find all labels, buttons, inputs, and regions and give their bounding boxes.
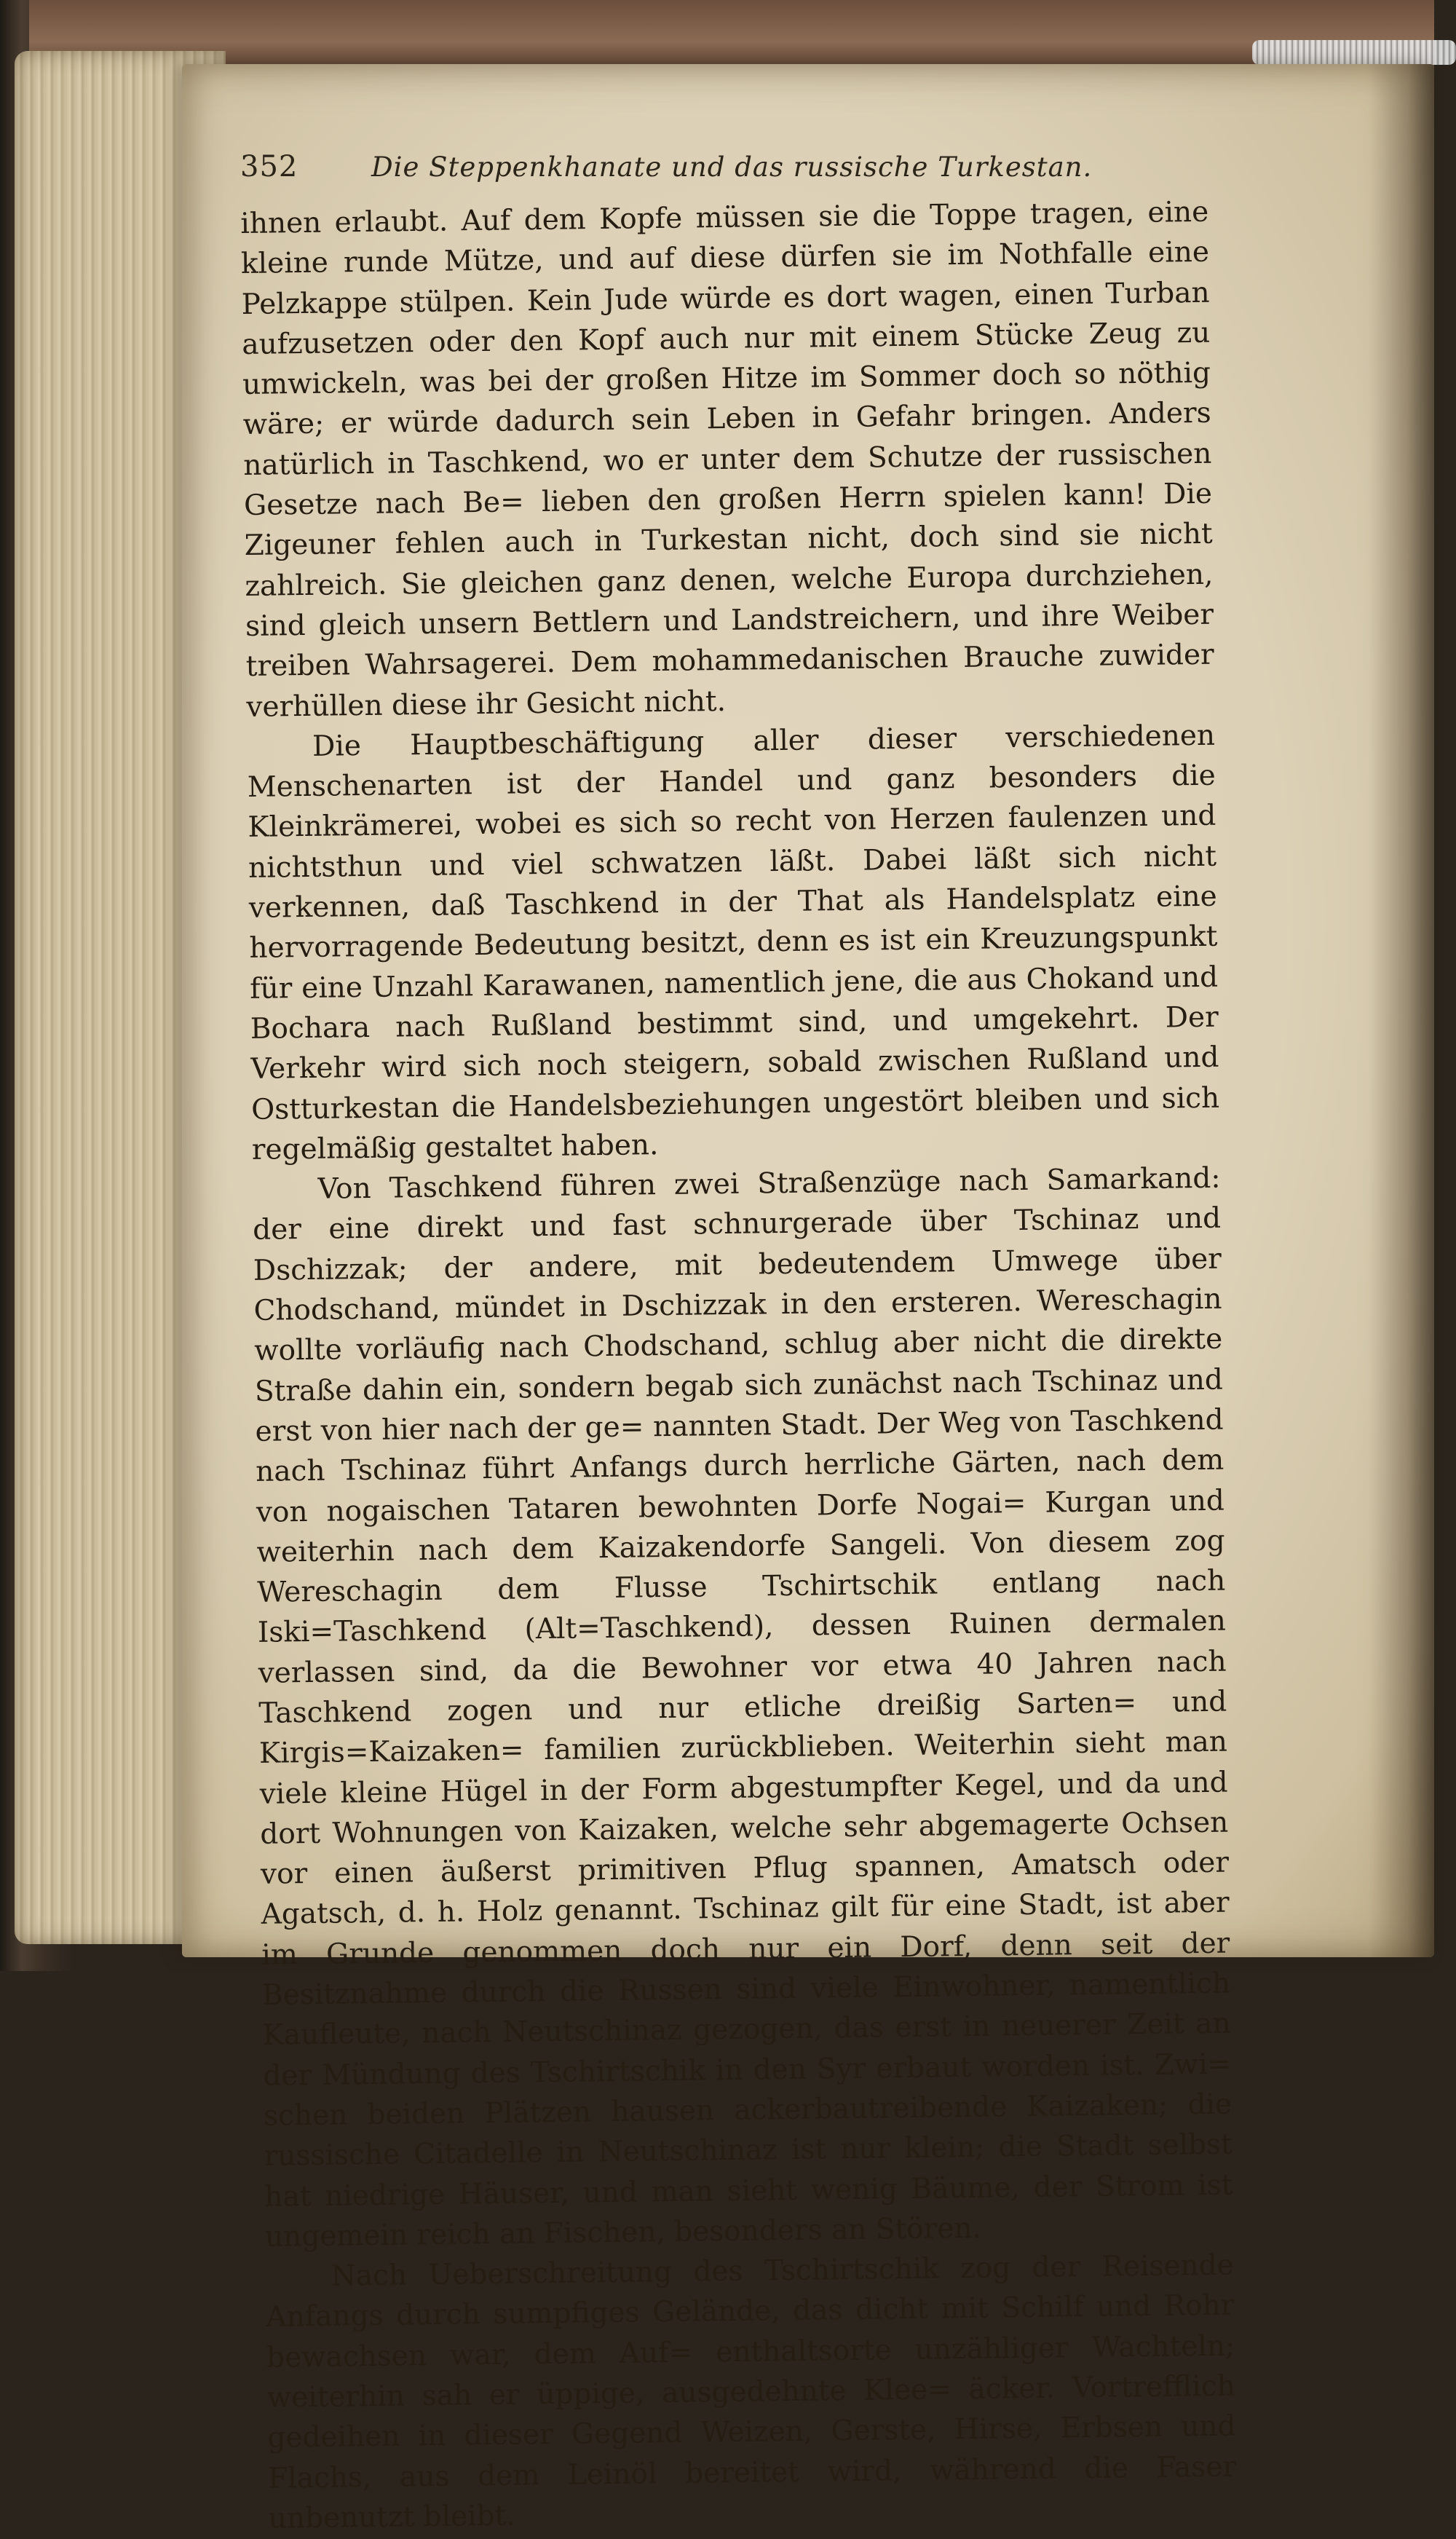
text-line: faulenzen und nichtsthun und viel schwatzen läßt. Dabei läßt sich nicht verkennen, (248, 799, 1217, 925)
text-line: natürlich in Taschkend, wo er unter dem Schutze der russischen Gesetze nach Be= (243, 437, 1212, 523)
text-line: wollte vorläufig nach Chodschand, schlug aber nicht die direkte Straße dahin (253, 1322, 1223, 1408)
paragraph-4 (265, 2246, 1237, 2539)
page-number: 352 (240, 150, 298, 183)
text-line: Umwege über Chodschand, mündet in Dschizzak in den ersteren. Wereschagin (253, 1242, 1222, 1327)
text-line: ein, sondern begab sich zunächst nach Tschinaz und erst von hier nach der ge= (255, 1363, 1224, 1448)
text-line: ihnen erlaubt. Auf dem Kopfe müssen sie die Toppe tragen, eine kleine runde (240, 195, 1209, 281)
text-line: treiben Wahrsagerei. Dem mohammedanischen Brauche zuwider verhüllen diese (245, 638, 1214, 724)
text-line: schen beiden Plätzen hausen ackerbautreibende Kaizaken; die russische Citadelle in (263, 2088, 1233, 2173)
text-line: ihr Gesicht nicht. (475, 684, 727, 721)
text-line: Nach Ueberschreitung des Tschirtschik zog der Reisende Anfangs durch (266, 2248, 1234, 2334)
text-line: nannten Stadt. Der Weg von Taschkend nach Tschinaz führt Anfangs durch (256, 1403, 1224, 1489)
paragraph-2 (247, 716, 1220, 1170)
text-line: und fast schnurgerade über Tschinaz und Dschizzak; der andere, mit bedeutendem (253, 1202, 1222, 1287)
text-line: familien zurückblieben. Weiterhin sieht man viele kleine Hügel in der Form (259, 1725, 1228, 1811)
text-line: Handel und ganz besonders die Kleinkrämerei, wobei es sich so recht von Herzen (248, 759, 1216, 845)
text-line: abgemagerte Ochsen vor einen äußerst primitiven Pflug spannen, Amatsch oder (260, 1806, 1230, 1891)
text-line: Jude würde es dort wagen, einen Turban aufzusetzen oder den Kopf auch nur (242, 276, 1210, 361)
text-line: daß Taschkend in der That als Handelsplatz eine hervorragende Bedeutung (249, 880, 1218, 966)
text-line: Flachs, aus dem Leinöl bereitet wird, während die Faser unbenutzt bleibt. (267, 2450, 1237, 2535)
text-line: äcker. Vortrefflich gedeihen in dieser Gegend Weizen, Gerste, Hirse, Erbsen und (267, 2369, 1236, 2455)
book-cover-edge (29, 0, 1434, 69)
paragraph-3 (252, 1158, 1233, 2257)
text-line: Neutschinaz ist nur klein; die Stadt selbst hat niedrige Häuser, und man sieht (264, 2128, 1233, 2214)
text-line: nach Taschkend zogen und nur etliche dreißig Sarten= und Kirgis=Kaizaken= (258, 1645, 1227, 1771)
text-line: dessen Ruinen dermalen verlassen sind, da die Bewohner vor etwa 40 Jahren (258, 1604, 1227, 1690)
text-line: sumpfiges Gelände, das dicht mit Schilf und Rohr bewachsen war, dem Auf= (266, 2289, 1235, 2374)
text-line: Mütze, und auf diese dürfen sie im Nothfalle eine Pelzkappe stülpen. Kein (241, 236, 1210, 321)
text-line: viele Einwohner, namentlich Kaufleute, nach Neutschinaz gezogen, das erst in (262, 1967, 1231, 2053)
text-line: Wereschagin dem Flusse Tschirtschik entlang nach Iski=Taschkend (Alt=Taschkend), (257, 1564, 1226, 1650)
text-line: besitzt, denn es ist ein Kreuzungspunkt für eine Unzahl Karawanen, namentlich (249, 920, 1218, 1006)
text-line: lieben den großen Herrn spielen kann! Die Zigeuner fehlen auch in Turkestan (244, 477, 1213, 563)
text-line: Die Hauptbeschäftigung aller dieser verschiedenen Menschenarten ist der (247, 719, 1216, 805)
text-line: Der Verkehr wird sich noch steigern, sobald zwischen Rußland und Ostturkestan (250, 1000, 1219, 1126)
text-line: wenig Bäume, der Strom ist ungemein reich an Fischen, besonders an Stören. (264, 2168, 1233, 2254)
paragraph-1 (240, 192, 1215, 727)
text-line: genommen doch nur ein Dorf, denn seit der Besitznahme durch die Russen sind (261, 1927, 1230, 2012)
text-line: neuerer Zeit an der Mündung des Tschirtschik in den Syr erbaut worden ist. Zwi= (263, 2007, 1232, 2093)
text-line: Agatsch, d. h. Holz genannt. Tschinaz gilt für eine Stadt, ist aber im Grunde (261, 1887, 1230, 1972)
text-line: herrliche Gärten, nach dem von nogaischen Tataren bewohnten Dorfe Nogai= (256, 1443, 1224, 1529)
text-line: durchziehen, sind gleich unsern Bettlern und Landstreichern, und ihre Weiber (245, 558, 1214, 643)
text-line: mit einem Stücke Zeug zu umwickeln, was bei der großen Hitze im Sommer (242, 316, 1211, 402)
text-line: Von Taschkend führen zwei Straßenzüge nach Samarkand: der eine direkt (252, 1161, 1221, 1247)
body-text (240, 192, 1237, 2539)
text-line: doch so nöthig wäre; er würde dadurch sein Leben in Gefahr bringen. Anders (242, 356, 1211, 442)
text-line: nicht, doch sind sie nicht zahlreich. Sie gleichen ganz denen, welche Europa (245, 518, 1213, 603)
text-line: abgestumpfter Kegel, und da und dort Wohnungen von Kaizaken, welche sehr (260, 1766, 1228, 1851)
text-line: Kurgan und weiterhin nach dem Kaizakendorfe Sangeli. Von diesem zog (256, 1484, 1225, 1569)
text-line: enthaltsorte unzähliger Wachteln; weiterhin sah er üppige, ausgedehnte Klee= (266, 2329, 1235, 2414)
text-line: jene, die aus Chokand und Bochara nach Rußland bestimmt sind, und umgekehrt. (250, 960, 1219, 1046)
running-title: Die Steppenkhanate und das russische Turkestan. (371, 151, 1093, 183)
text-line: die Handelsbeziehungen ungestört bleiben und sich regelmäßig gestaltet haben. (251, 1081, 1220, 1166)
spine-shadow (1369, 64, 1434, 1957)
spine-binding (1252, 40, 1456, 65)
